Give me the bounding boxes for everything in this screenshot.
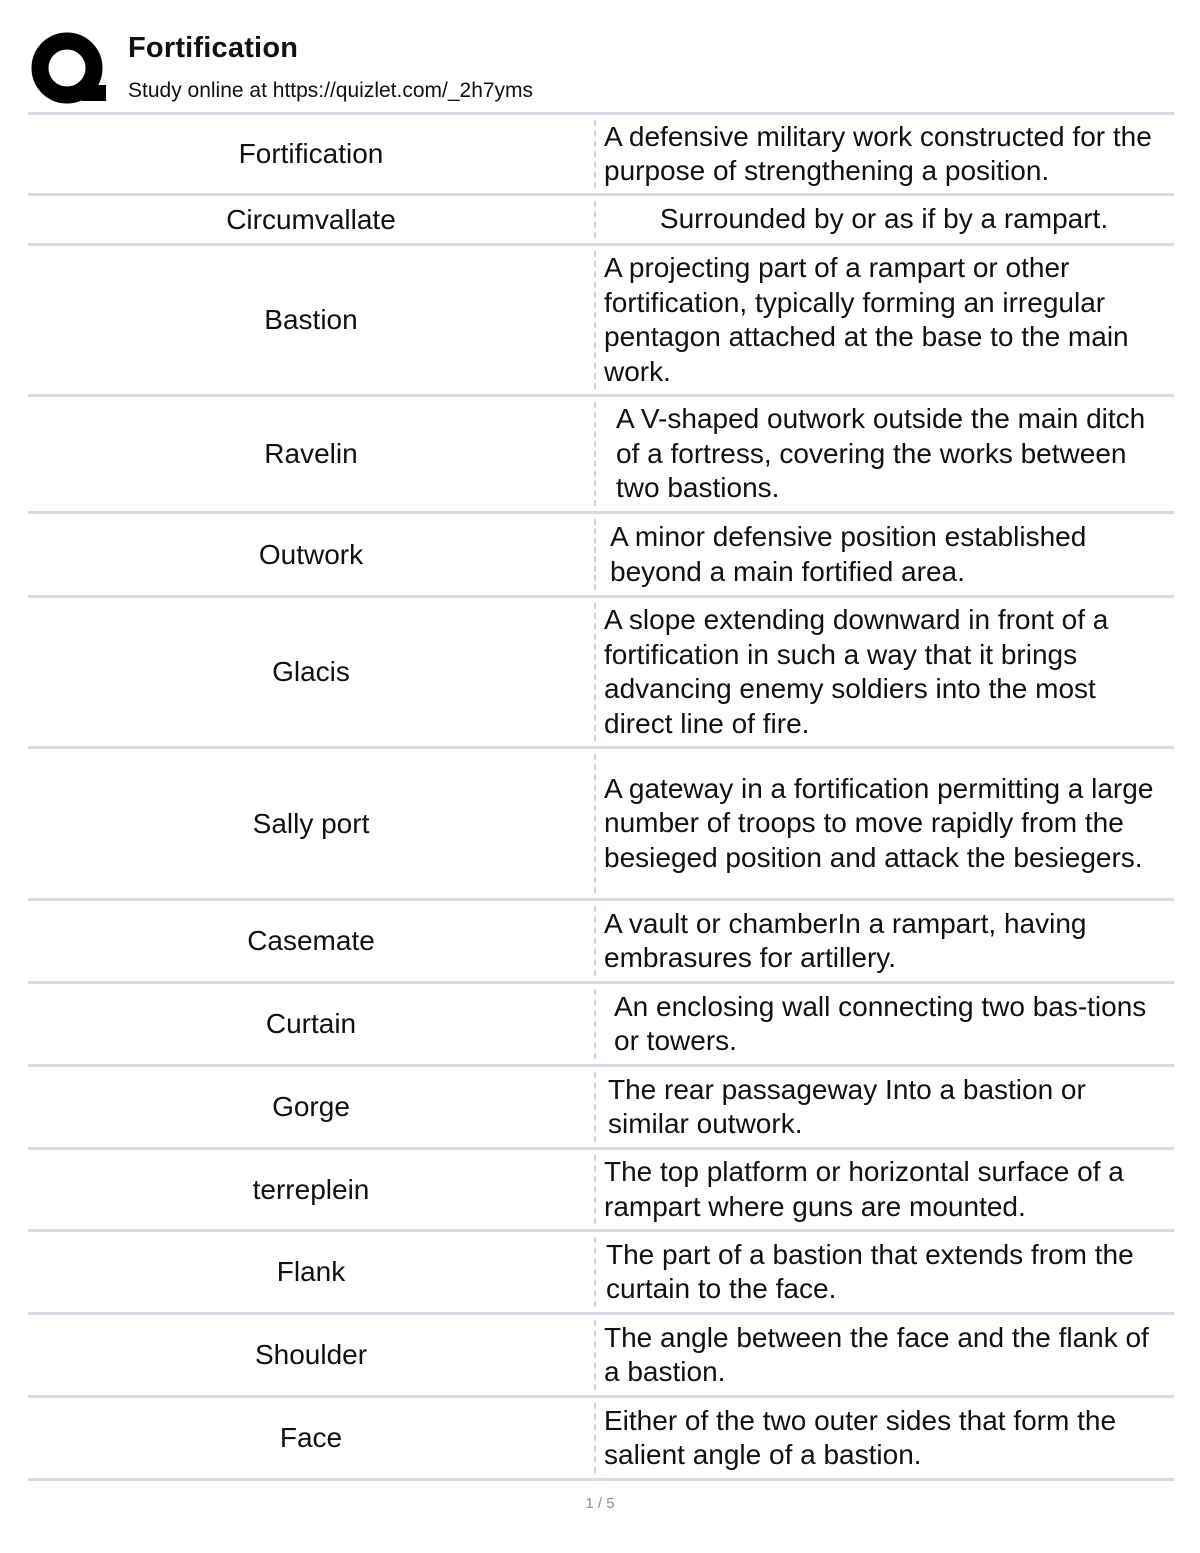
definition-cell: A slope extending downward in front of a fortification in such a way that it brings advancing enemy soldiers into the most direct line of fire.: [594, 598, 1174, 746]
term-cell: Ravelin: [264, 438, 358, 469]
definition-cell: The rear passageway Into a bastion or similar outwork.: [594, 1067, 1174, 1147]
flashcard-table: [28, 112, 1174, 1481]
term-cell: terreplein: [252, 1173, 370, 1205]
page-number: 1 / 5: [585, 1495, 615, 1512]
table-row: [28, 397, 1174, 514]
table-row: [28, 749, 1174, 901]
definition-cell: A V-shaped outwork outside the main ditch of a fortress, covering the works between two bastions.: [594, 397, 1174, 511]
study-online-link[interactable]: Study online at https://quizlet.com/_2h7yms: [128, 79, 534, 102]
term-cell: Sally port: [252, 807, 370, 839]
quizlet-logo-icon: [30, 30, 108, 108]
term-cell: Bastion: [264, 304, 358, 335]
table-row: [28, 1150, 1174, 1232]
definition-cell: The top platform or horizontal surface of a rampart where guns are mounted.: [594, 1150, 1174, 1229]
table-row: [28, 1315, 1174, 1398]
definition-cell: A projecting part of a rampart or other fortification, typically forming an irregular pentagon attached at the base to the main work.: [594, 246, 1174, 394]
definition-cell: An enclosing wall connecting two bas-tions or towers.: [594, 984, 1174, 1064]
definition-cell: A vault or chamberIn a rampart, having embrasures for artillery.: [594, 901, 1174, 981]
definition-cell: A minor defensive position established beyond a main fortified area.: [594, 514, 1174, 595]
table-row: [28, 598, 1174, 749]
definition-cell: A defensive military work constructed for the purpose of strengthening a position.: [594, 115, 1174, 193]
definition-cell: Either of the two outer sides that form the salient angle of a bastion.: [594, 1398, 1174, 1478]
table-row: [28, 514, 1174, 598]
definition-cell: The angle between the face and the flank of a bastion.: [594, 1315, 1174, 1395]
term-cell: Circumvallate: [226, 203, 396, 235]
document-header: [28, 28, 1178, 112]
definition-cell: A gateway in a fortification permitting a large number of troops to move rapidly from the besieged position and attack the besiegers.: [594, 749, 1174, 898]
term-cell: Casemate: [247, 925, 375, 956]
table-row: [28, 1398, 1174, 1481]
table-row: [28, 1232, 1174, 1315]
table-row: [28, 1067, 1174, 1150]
table-row: [28, 115, 1174, 196]
term-cell: Fortification: [238, 138, 384, 169]
term-cell: Gorge: [272, 1091, 350, 1122]
term-cell: Glacis: [272, 656, 350, 687]
term-cell: Outwork: [258, 538, 364, 570]
term-cell: Shoulder: [254, 1339, 368, 1370]
definition-cell: The part of a bastion that extends from the curtain to the face.: [594, 1232, 1174, 1312]
term-cell: Face: [279, 1422, 343, 1453]
definition-cell: Surrounded by or as if by a rampart.: [594, 196, 1174, 243]
table-row: [28, 246, 1174, 397]
term-cell: Curtain: [265, 1008, 357, 1039]
document-title: Fortification: [128, 32, 299, 64]
table-row: [28, 196, 1174, 246]
table-row: [28, 984, 1174, 1067]
term-cell: Flank: [276, 1256, 346, 1287]
table-row: [28, 901, 1174, 984]
